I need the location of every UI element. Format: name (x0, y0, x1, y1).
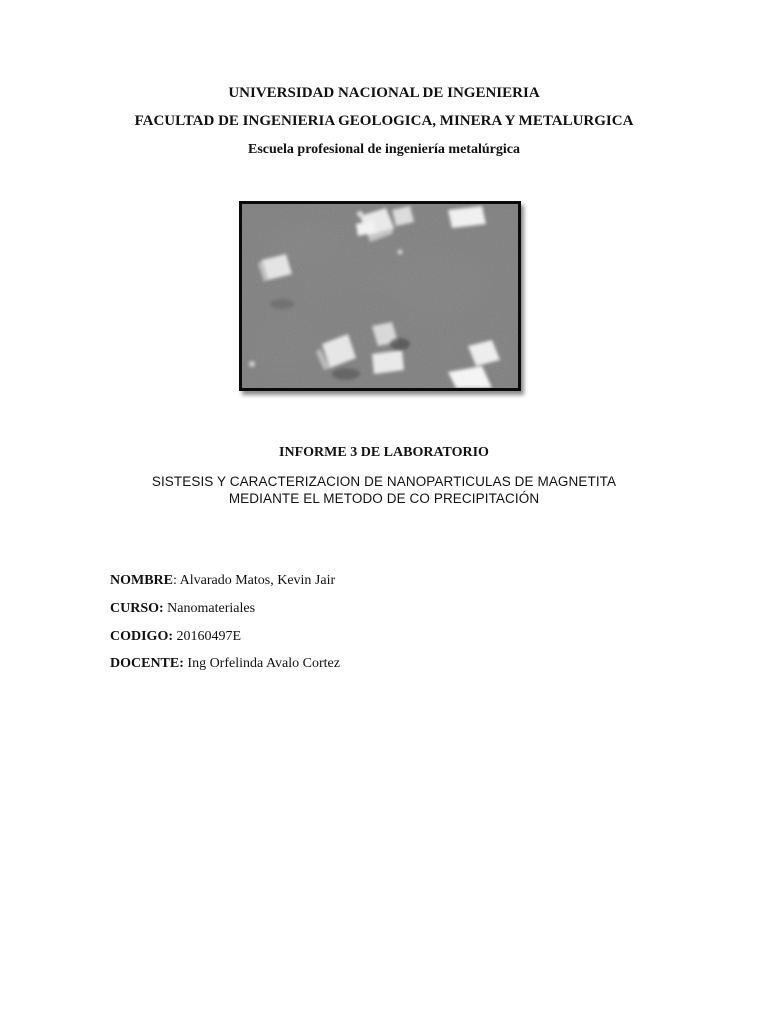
nanoparticle-micrograph (239, 201, 521, 391)
field-docente (110, 656, 340, 672)
curso-value: Nanomateriales (163, 601, 256, 616)
nombre-value: : Alvarado Matos, Kevin Jair (173, 573, 336, 588)
report-title: INFORME 3 DE LABORATORIO (279, 445, 489, 460)
codigo-label: CODIGO: (110, 629, 173, 644)
curso-label: CURSO: (110, 601, 164, 616)
docente-label: DOCENTE: (110, 656, 184, 671)
field-nombre (110, 573, 335, 589)
codigo-value: 20160497E (173, 629, 242, 644)
nombre-label: NOMBRE (110, 573, 173, 588)
field-curso (110, 601, 255, 617)
report-subtitle-line-1: SISTESIS Y CARACTERIZACION DE NANOPARTICULAS DE MAGNETITA (151, 474, 617, 489)
docente-value: Ing Orfelinda Avalo Cortez (183, 656, 340, 671)
school-name: Escuela profesional de ingeniería metalúrgica (248, 142, 520, 157)
report-subtitle-line-2: MEDIANTE EL METODO DE CO PRECIPITACIÓN (228, 491, 540, 506)
university-name: UNIVERSIDAD NACIONAL DE INGENIERIA (228, 85, 540, 101)
field-codigo (110, 629, 241, 645)
faculty-name: FACULTAD DE INGENIERIA GEOLOGICA, MINERA Y METALURGICA (134, 113, 634, 129)
micrograph-image (242, 204, 518, 388)
